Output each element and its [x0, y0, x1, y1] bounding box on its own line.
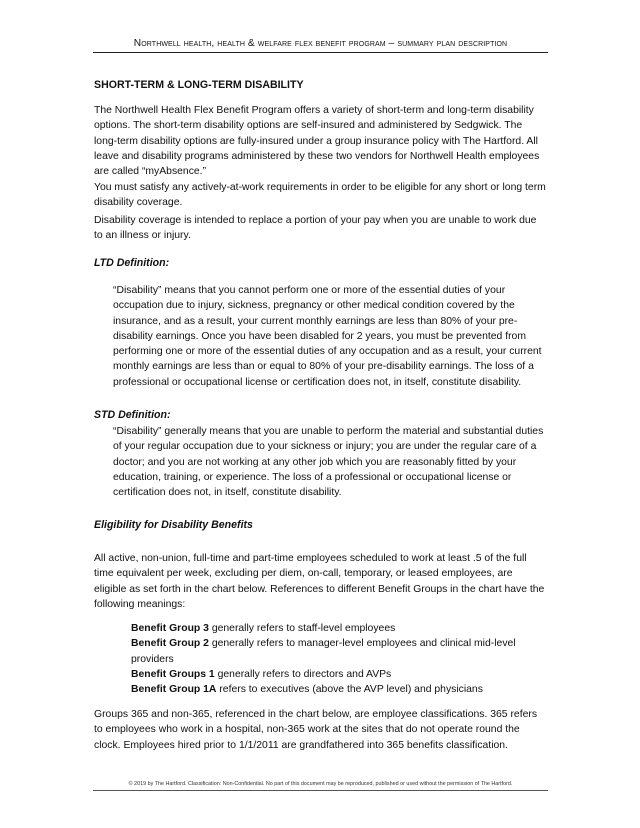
page-header: Northwell health, health & welfare flex benefit program – summary plan description — [93, 38, 548, 53]
std-heading: STD Definition: — [94, 409, 171, 421]
ltd-heading: LTD Definition: — [94, 257, 170, 269]
benefit-group-item: Benefit Group 1A refers to executives (above the AVP level) and physicians — [131, 684, 483, 696]
intro-paragraph-3: Disability coverage is intended to replace a portion of your pay when you are unable to work due to an illness or injury. — [94, 215, 537, 242]
eligibility-heading: Eligibility for Disability Benefits — [94, 519, 253, 531]
benefit-group-item: Benefit Group 2 generally refers to manager-level employees and clinical mid-level providers — [131, 638, 516, 665]
section-title: SHORT-TERM & LONG-TERM DISABILITY — [94, 79, 304, 91]
intro-paragraph-1: The Northwell Health Flex Benefit Program offers a variety of short-term and long-term disability options. The short-term disability options are self-insured and administered by Sedgwick. The long-term disability options are fully-insured under a group insurance policy with The Hartford. All leave and disability programs administered by these two vendors for Northwell Health employees are called “myAbsence.” — [94, 105, 540, 178]
ltd-definition: “Disability” means that you cannot perform one or more of the essential duties of your occupation due to injury, sickness, pregnancy or other medical condition covered by the insurance, and as a result, your current monthly earnings are less than 80% of your pre-disability earnings. Once you have been disabled for 2 years, you must be prevented from performing one or more of the essential duties of any occupation and as a result, your current monthly earnings are less than or equal to 80% of your pre-disability earnings. The loss of a professional or occupational license or certification does not, in itself, constitute disability. — [113, 285, 542, 388]
benefit-groups-list — [131, 621, 547, 697]
benefit-group-item: Benefit Groups 1 generally refers to directors and AVPs — [131, 668, 392, 680]
benefit-group-item: Benefit Group 3 generally refers to staff-level employees — [131, 623, 396, 634]
classification-paragraph: Groups 365 and non-365, referenced in the chart below, are employee classifications. 365 refers to employees who work in a hospital, non-365 work at the sites that do not operate round the clock. Employees hired prior to 1/1/2011 are grandfathered into 365 benefits classification. — [94, 709, 538, 751]
std-definition: “Disability” generally means that you are unable to perform the material and substantial duties of your regular occupation due to your sickness or injury; you are under the regular care of a doctor; and you are not working at any other job which you are reasonably fitted by your education, training, or experience. The loss of a professional or occupational license or certification does not, in itself, constitute disability. — [113, 426, 544, 499]
eligibility-paragraph: All active, non-union, full-time and part-time employees scheduled to work at least .5 of the full time equivalent per week, excluding per diem, on-call, temporary, or leased employees, are eligible as set forth in the chart below. References to different Benefit Groups in the chart have the following meanings: — [94, 553, 545, 610]
intro-paragraph-2: You must satisfy any actively-at-work requirements in order to be eligible for any short or long term disability coverage. — [94, 182, 546, 209]
page-footer: © 2019 by The Hartford. Classification: Non-Confidential. No part of this document may be reproduced, published or used without the permission of The Hartford. — [93, 781, 548, 791]
